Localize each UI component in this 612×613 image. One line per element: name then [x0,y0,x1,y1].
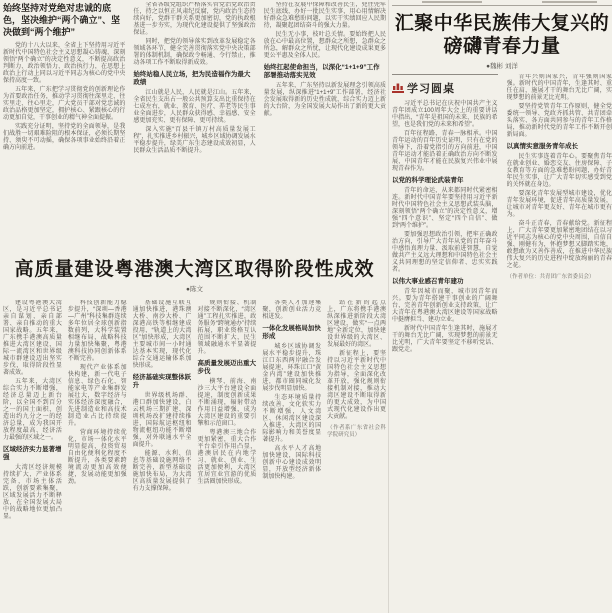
column-subhead: 以伟大事业感召青年建功 [392,278,464,285]
body-paragraph: 全省各级党组织严格落实管党治党政治责任，持之以恒正风肃纪反腐，党内政治生态持续向好，党群干群关系更加密切，党的执政根基进一步夯实，为现代化建设提供了坚强政治保证。 [133,2,256,36]
body-paragraph: 青年兴则国家兴，青年强则国家强。新时代的中国青年，生逢其时、重任在肩，施展才干的舞台无比广阔，实现梦想的前景无比光明。 [506,74,612,101]
column-subhead: 经济基础实现整体跃升 [132,374,192,389]
column-subhead: 始终扛起使命担当，以深化“1+1+9”工作部署推动落实见效 [263,64,380,79]
body-paragraph: 能源、水利、信息等基础设施网络不断完善，新型基础设施加快布局，为大湾区高质量发展提供了有力支撑保障。 [132,451,192,492]
body-paragraph: 城乡区域协调发展水平稳步提升，珠江口东西两岸融合发展提速，环珠江口“黄金内湾”建设加快推进，都市圈同城化发展步伐明显加快。 [262,344,322,392]
body-paragraph: 要坚持党管青年工作原则，健全党委统一领导、党政齐抓共管、共青团牵头落实、各方面共同参与的青年工作格局，推动新时代党的青年工作不断开创新局面。 [506,104,612,138]
article-column [327,300,386,613]
body-paragraph: 百年征程路，青春一脉相承。中国青年运动的百年历史证明，只有在党的领导下，沿着党指引的方向前进，中国青年运动才能沿着正确政治方向不断发展，中国青年才能在民族复兴伟业中展现青春作为。 [392,131,498,172]
body-paragraph: 粤港澳三地合作更加紧密，重大合作平台牵引作用凸显，港澳居民在内地学习、就业、创业、生活更加便利，大湾区宜居宜业宜游的优质生活圈加快形成。 [197,430,257,485]
right-article [392,0,612,613]
article-column [264,2,386,254]
body-paragraph: 基础设施互联互通加快推进，港珠澳大桥、南沙大桥、广深港高铁等相继建成投用，“轨道上的大湾区”加快形成，大湾区主要城市间一小时通达基本实现，现代化综合交通运输体系加快形成。 [132,300,192,369]
body-paragraph: 各类人才加速集聚，创新创业活力竞相迸发。 [262,300,322,320]
column-subhead: 以真情实意服务青年成长 [506,143,578,150]
column-subhead: 一体化发展格局加快形成 [262,325,321,340]
main-article-columns [3,300,386,613]
body-paragraph: 新时代中国青年生逢其时，施展才干的舞台无比广阔，实现梦想的前景无比光明，广大青年要坚定不移听党话、跟党走。 [392,326,498,353]
column-divider [388,0,389,613]
roundtable-icon [392,82,404,94]
author-note: （作者系广东省社会科学院研究员） [327,425,386,438]
body-paragraph: 世界级机场群、港口群加快建设，白云机场三期扩建、深圳机场改扩建持续推进，国际航运枢纽和物流枢纽功能不断增强，对外联通水平全面提升。 [132,393,192,448]
body-paragraph: 习近平总书记在庆祝中国共产主义青年团成立100周年大会上的重要讲话中指出，“青年是祖国的未来、民族的希望，也是我们党的未来和希望”。 [392,101,498,128]
body-paragraph: 站在新的起点上，广东将携手港澳纵深推进新阶段大湾区建设，做实“一点两地”全新定位，加快建设世界级的大湾区、发展最好的湾区。 [327,300,386,348]
section-rule [392,5,612,6]
body-paragraph: 现代产业体系加快构建，新一代电子信息、绿色石化、智能家电等产业集群发展壮大，数字经济与实体经济深度融合，先进制造业和高技术制造业占比持续提升。 [67,365,127,427]
body-paragraph: 建设粤港澳大湾区，是习近平总书记亲自谋划、亲自部署、亲自推动的重大国家战略。五年来，广东携手港澳高质量推进大湾区建设，国际一流湾区和世界级城市群建设迈出坚实步伐，取得阶段性显著成效。 [3,300,62,376]
top-article [3,2,386,254]
column-subhead: 区域经济实力显著增强 [3,446,62,461]
main-byline: ●陈文 [186,286,203,293]
author-note: （作者单位：共青团广东省委员会） [506,274,595,280]
body-paragraph: 大湾区经济规模持续扩大，产业体系完备，市场主体活跃，创新要素集聚，区域发展活力不断释放，在全国发展大局中的战略地位更加凸显。 [3,465,62,520]
body-paragraph: 青年因城市而聚，城市因青年而兴。要为青年搭建干事创业的广阔舞台，完善青年创新创业支持政策，让广大青年在粤港澳大湾区建设等国家战略中挺膺担当、建功立业。 [392,289,498,323]
article-column [197,300,256,613]
body-paragraph: 高水平人才高地加快建设，国际科技创新中心建设成效明显，开放型经济新体制加快构建。 [262,446,322,480]
body-paragraph: 同时，把党的领导落实到改革发展稳定各领域各环节，健全完善贯彻落实党中央决策部署的体制机制，确保政令畅通、令行禁止，推动各项工作不断取得新成效。 [133,39,256,66]
article-column-body [392,101,498,354]
body-paragraph: 生态环境质量持续改善，文化软实力不断增强，人文湾区、休闲湾区建设深入推进，大湾区的国际影响力和美誉度显著提升。 [262,395,322,443]
right-headline-line1: 汇聚中华民族伟大复兴的 [394,13,610,34]
body-paragraph: 青年的命运，从来都同时代紧密相连。新时代中国青年要坚持用习近平新时代中国特色社会主义思想武装头脑，深刻领悟“两个确立”的决定性意义，增强“四个意识”、坚定“四个自信”、做到“两个维护”。 [392,188,498,229]
body-paragraph: 规则衔接、机制对接不断深化，“湾区通”工程扎实推进，政务服务“跨境通办”持续拓展，职业资格互认范围不断扩大，民生领域融通水平显著提升。 [197,300,257,355]
body-paragraph: 横琴、前海、南沙三大平台建设全面提速，制度创新成果不断涌现，辐射带动作用日益增强，成为大湾区建设的重要引擎和示范窗口。 [197,379,257,427]
page-header-fragment [422,1,482,3]
body-paragraph: 奋斗正青春，青春献给党。新征程上，广大青年要更加紧密地团结在以习近平同志为核心的党中央周围，自信自强、刚健有为，怀抱梦想又脚踏实地，敢想敢为又善作善成，在推进中华民族伟大复兴的历史进程中绽放绚丽的青春之花。 [506,221,612,269]
body-paragraph: 深入实施“百县千镇万村高质量发展工程”，扎实推进乡村振兴，城乡区域协调发展水平稳步提升，绿美广东生态建设成效初显，人民群众生活品质不断提升。 [133,127,256,154]
body-paragraph: 五年来，广东坚持以新发展理念引领高质量发展，纵深推进“1+1+9”工作部署，经济社会发展取得新的历史性成就，综合实力迈上新的大台阶，为全国发展大局作出了新的更大贡献。 [263,83,386,117]
right-byline: ●魏彬 刘洋 [486,63,518,70]
article-column [133,300,192,613]
body-paragraph: 营商环境持续优化，市场一体化水平明显提高，投资贸易自由化便利化程度不断提升，各类要素跨境流动更加高效便捷，发展动能更加强劲。 [67,430,127,485]
article-column [3,2,125,254]
page-header-fragment [542,1,597,3]
article-column [262,300,321,613]
body-paragraph: 科技创新能力稳步提升，“深圳—香港—广州”科技集群连续多年位居全球创新指数前列，大科学装置相继布局，战略科技力量加快集聚，粤港澳科技协同创新体系不断完善。 [67,300,127,362]
column-label: 学习圆桌 [407,83,455,95]
body-paragraph: 江山就是人民，人民就是江山。五年来，全省民生支出占一般公共预算支出比重保持在七成左右，就业、教育、医疗、养老等民生事业全面进步，人民群众获得感、幸福感、安全感更加充实、更有保障、更可持续。 [133,90,256,124]
body-paragraph: 党的十八大以来，全省上下坚持用习近平新时代中国特色社会主义思想凝心铸魂，深刻领悟“两个确立”的决定性意义，不断提高政治判断力、政治领悟力、政治执行力，在思想上政治上行动上同以习近平同志为核心的党中央保持高度一致。 [3,43,126,84]
right-headline [392,12,612,58]
right-headline-line2: 磅礴青春力量 [443,36,561,57]
right-article-columns [392,74,612,612]
body-paragraph: 要深化青年发展型城市建设，优化青年发展环境，促进青年高质量发展，让城市对青年更友好、青年在城市更有为。 [506,191,612,218]
body-paragraph: 新征程上，要坚持以习近平新时代中国特色社会主义思想为指导，全面深化改革开放，强化规则衔接机制对接，推动大湾区建设不断取得新的更大成效，为中国式现代化建设作出更大贡献。 [327,351,386,420]
column-subhead: 以党的科学理论武装青年 [392,177,464,184]
column-subhead: 始终站稳人民立场，把为民造福作为最大政绩 [133,71,251,86]
column-subhead: 高质量发展迈出重大步伐 [197,360,256,375]
column-subhead: 始终坚持对党绝对忠诚的底色，坚决维护“两个确立”、坚决做到“两个维护” [3,3,121,37]
article-column [68,300,127,613]
main-article [3,258,386,613]
body-paragraph: 实践充分证明，坚持党的全面领导，是我们战胜一切艰难险阻的根本保证，必须长期坚持、须臾不可动摇，确保各项事业始终沿着正确方向前进。 [3,124,126,151]
main-headline: 高质量建设粤港澳大湾区取得阶段性成效 [14,259,375,280]
body-paragraph: 民生无小事，枝叶总关情。要始终把人民放在心中最高位置，想群众之所想，急群众之所急，解群众之所忧，让现代化建设成果更多更公平惠及全体人民。 [263,32,386,59]
body-paragraph: 坚持在发展中保障和改善民生，兜住兜牢民生底线，办好一批民生实事，用心用情解决好群众急难愁盼问题，以实干实绩回应人民期待，凝聚起团结奋斗的强大力量。 [263,2,386,29]
body-paragraph: 五年来，广东把学习贯彻党的创新理论作为首要政治任务，推动学习贯彻往深里走、往实里走、往心里走，广大党员干部对党忠诚的政治品格更加坚定，拥护核心、紧跟核心的行动更加自觉，干事创业的精气神全面提振。 [3,87,126,121]
article-column [133,2,255,254]
label-rule [392,74,498,75]
body-paragraph: 五年来，大湾区综合实力不断增强，经济总量迈上新台阶，以全国不到百分之一的国土面积，创造出约九分之一的经济总量，成为我国开放程度最高、经济活力最强的区域之一。 [3,379,62,441]
body-paragraph: 要加强思想政治引领，把牢正确政治方向，引导广大青年从党的百年奋斗中感悟真理力量、汲取前进智慧，自觉做共产主义远大理想和中国特色社会主义共同理想的坚定信仰者、忠实实践者。 [392,232,498,273]
article-column [3,300,62,613]
article-column [507,74,612,612]
article-column [392,74,498,612]
column-label-block [392,74,498,96]
body-paragraph: 民生实事连着青年心。要聚焦青年在就业创业、婚恋交友、住房保障、子女教育等方面的急难愁盼问题，办好青年民生实事，让广大青年切实感受到党的关怀就在身边。 [506,154,612,188]
